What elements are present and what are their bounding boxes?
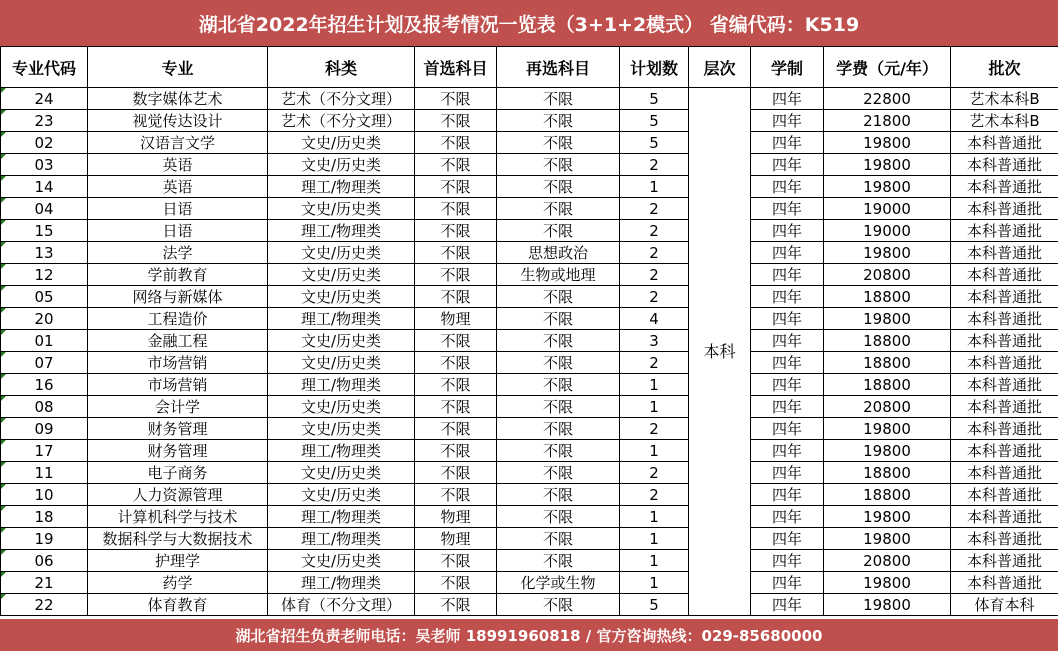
- category-cell: 文史/历史类: [268, 484, 415, 506]
- column-header-code: 专业代码: [1, 47, 88, 88]
- first-subject-cell: 不限: [415, 154, 497, 176]
- category-cell: 文史/历史类: [268, 418, 415, 440]
- table-row: [1, 264, 1058, 286]
- plan-count-cell: 1: [620, 528, 689, 550]
- table-row: [1, 110, 1058, 132]
- batch-cell: 本科普通批: [951, 132, 1058, 154]
- major-code-cell: 22: [1, 594, 88, 616]
- category-cell: 理工/物理类: [268, 308, 415, 330]
- table-row: [1, 550, 1058, 572]
- major-name-cell: 电子商务: [88, 462, 268, 484]
- first-subject-cell: 不限: [415, 330, 497, 352]
- tuition-fee-cell: 18800: [824, 374, 951, 396]
- batch-cell: 本科普通批: [951, 330, 1058, 352]
- first-subject-cell: 不限: [415, 484, 497, 506]
- category-cell: 艺术（不分文理）: [268, 110, 415, 132]
- years-cell: 四年: [751, 308, 824, 330]
- second-subject-cell: 不限: [497, 132, 620, 154]
- first-subject-cell: 不限: [415, 572, 497, 594]
- second-subject-cell: 不限: [497, 286, 620, 308]
- table-row: [1, 418, 1058, 440]
- plan-count-cell: 2: [620, 286, 689, 308]
- second-subject-cell: 不限: [497, 308, 620, 330]
- table-row: [1, 594, 1058, 616]
- batch-cell: 本科普通批: [951, 264, 1058, 286]
- category-cell: 文史/历史类: [268, 154, 415, 176]
- page-title: 湖北省2022年招生计划及报考情况一览表（3+1+2模式） 省编代码：K519: [0, 0, 1058, 47]
- table-row: [1, 396, 1058, 418]
- major-name-cell: 数据科学与大数据技术: [88, 528, 268, 550]
- first-subject-cell: 不限: [415, 418, 497, 440]
- years-cell: 四年: [751, 440, 824, 462]
- major-name-cell: 网络与新媒体: [88, 286, 268, 308]
- major-name-cell: 工程造价: [88, 308, 268, 330]
- second-subject-cell: 不限: [497, 154, 620, 176]
- tuition-fee-cell: 20800: [824, 550, 951, 572]
- batch-cell: 艺术本科B: [951, 110, 1058, 132]
- batch-cell: 本科普通批: [951, 396, 1058, 418]
- table-row: [1, 462, 1058, 484]
- plan-count-cell: 1: [620, 176, 689, 198]
- plan-count-cell: 2: [620, 462, 689, 484]
- column-header-second-subject: 再选科目: [497, 47, 620, 88]
- second-subject-cell: 不限: [497, 484, 620, 506]
- major-name-cell: 日语: [88, 198, 268, 220]
- column-header-years: 学制: [751, 47, 824, 88]
- first-subject-cell: 不限: [415, 440, 497, 462]
- category-cell: 体育（不分文理）: [268, 594, 415, 616]
- batch-cell: 体育本科: [951, 594, 1058, 616]
- plan-count-cell: 2: [620, 242, 689, 264]
- batch-cell: 本科普通批: [951, 418, 1058, 440]
- second-subject-cell: 化学或生物: [497, 572, 620, 594]
- category-cell: 文史/历史类: [268, 132, 415, 154]
- second-subject-cell: 不限: [497, 550, 620, 572]
- category-cell: 理工/物理类: [268, 506, 415, 528]
- major-name-cell: 护理学: [88, 550, 268, 572]
- category-cell: 文史/历史类: [268, 286, 415, 308]
- second-subject-cell: 不限: [497, 506, 620, 528]
- first-subject-cell: 不限: [415, 176, 497, 198]
- second-subject-cell: 不限: [497, 88, 620, 110]
- plan-count-cell: 1: [620, 550, 689, 572]
- years-cell: 四年: [751, 220, 824, 242]
- plan-count-cell: 2: [620, 154, 689, 176]
- tuition-fee-cell: 19800: [824, 308, 951, 330]
- batch-cell: 本科普通批: [951, 550, 1058, 572]
- years-cell: 四年: [751, 594, 824, 616]
- plan-count-cell: 5: [620, 594, 689, 616]
- first-subject-cell: 不限: [415, 88, 497, 110]
- plan-count-cell: 1: [620, 572, 689, 594]
- second-subject-cell: 不限: [497, 198, 620, 220]
- table-row: [1, 242, 1058, 264]
- major-code-cell: 04: [1, 198, 88, 220]
- table-row: [1, 352, 1058, 374]
- batch-cell: 本科普通批: [951, 286, 1058, 308]
- major-code-cell: 06: [1, 550, 88, 572]
- years-cell: 四年: [751, 242, 824, 264]
- years-cell: 四年: [751, 330, 824, 352]
- major-name-cell: 金融工程: [88, 330, 268, 352]
- second-subject-cell: 不限: [497, 528, 620, 550]
- tuition-fee-cell: 18800: [824, 330, 951, 352]
- category-cell: 文史/历史类: [268, 330, 415, 352]
- plan-count-cell: 5: [620, 88, 689, 110]
- first-subject-cell: 不限: [415, 132, 497, 154]
- major-code-cell: 10: [1, 484, 88, 506]
- tuition-fee-cell: 21800: [824, 110, 951, 132]
- table-row: [1, 572, 1058, 594]
- first-subject-cell: 物理: [415, 308, 497, 330]
- tuition-fee-cell: 20800: [824, 396, 951, 418]
- batch-cell: 本科普通批: [951, 176, 1058, 198]
- tuition-fee-cell: 19800: [824, 154, 951, 176]
- major-code-cell: 23: [1, 110, 88, 132]
- years-cell: 四年: [751, 132, 824, 154]
- first-subject-cell: 物理: [415, 528, 497, 550]
- tuition-fee-cell: 19800: [824, 572, 951, 594]
- second-subject-cell: 不限: [497, 220, 620, 242]
- plan-count-cell: 2: [620, 418, 689, 440]
- batch-cell: 本科普通批: [951, 506, 1058, 528]
- years-cell: 四年: [751, 550, 824, 572]
- major-code-cell: 21: [1, 572, 88, 594]
- first-subject-cell: 不限: [415, 352, 497, 374]
- table-row: [1, 88, 1058, 110]
- major-name-cell: 法学: [88, 242, 268, 264]
- tuition-fee-cell: 18800: [824, 352, 951, 374]
- batch-cell: 本科普通批: [951, 462, 1058, 484]
- category-cell: 理工/物理类: [268, 440, 415, 462]
- major-code-cell: 14: [1, 176, 88, 198]
- plan-count-cell: 2: [620, 484, 689, 506]
- major-code-cell: 17: [1, 440, 88, 462]
- table-row: [1, 440, 1058, 462]
- batch-cell: 艺术本科B: [951, 88, 1058, 110]
- first-subject-cell: 物理: [415, 506, 497, 528]
- years-cell: 四年: [751, 484, 824, 506]
- major-code-cell: 13: [1, 242, 88, 264]
- header-row: [1, 47, 1058, 88]
- years-cell: 四年: [751, 418, 824, 440]
- years-cell: 四年: [751, 462, 824, 484]
- plan-count-cell: 5: [620, 132, 689, 154]
- years-cell: 四年: [751, 88, 824, 110]
- category-cell: 文史/历史类: [268, 396, 415, 418]
- major-code-cell: 05: [1, 286, 88, 308]
- table-row: [1, 132, 1058, 154]
- years-cell: 四年: [751, 506, 824, 528]
- category-cell: 文史/历史类: [268, 352, 415, 374]
- plan-count-cell: 5: [620, 110, 689, 132]
- table-row: [1, 176, 1058, 198]
- category-cell: 文史/历史类: [268, 264, 415, 286]
- first-subject-cell: 不限: [415, 462, 497, 484]
- major-name-cell: 英语: [88, 176, 268, 198]
- second-subject-cell: 不限: [497, 176, 620, 198]
- plan-count-cell: 1: [620, 374, 689, 396]
- first-subject-cell: 不限: [415, 198, 497, 220]
- years-cell: 四年: [751, 396, 824, 418]
- first-subject-cell: 不限: [415, 550, 497, 572]
- first-subject-cell: 不限: [415, 286, 497, 308]
- tuition-fee-cell: 19800: [824, 176, 951, 198]
- first-subject-cell: 不限: [415, 594, 497, 616]
- years-cell: 四年: [751, 154, 824, 176]
- category-cell: 文史/历史类: [268, 198, 415, 220]
- years-cell: 四年: [751, 176, 824, 198]
- years-cell: 四年: [751, 572, 824, 594]
- table-row: [1, 528, 1058, 550]
- major-code-cell: 19: [1, 528, 88, 550]
- tuition-fee-cell: 19000: [824, 220, 951, 242]
- second-subject-cell: 不限: [497, 374, 620, 396]
- contact-footer: 湖北省招生负责老师电话：吴老师 18991960818 / 官方咨询热线：029-85680000: [0, 619, 1058, 651]
- column-header-level: 层次: [689, 47, 751, 88]
- major-name-cell: 日语: [88, 220, 268, 242]
- first-subject-cell: 不限: [415, 264, 497, 286]
- second-subject-cell: 思想政治: [497, 242, 620, 264]
- years-cell: 四年: [751, 110, 824, 132]
- major-code-cell: 02: [1, 132, 88, 154]
- major-name-cell: 汉语言文学: [88, 132, 268, 154]
- plan-count-cell: 1: [620, 396, 689, 418]
- major-name-cell: 视觉传达设计: [88, 110, 268, 132]
- batch-cell: 本科普通批: [951, 572, 1058, 594]
- major-code-cell: 12: [1, 264, 88, 286]
- category-cell: 文史/历史类: [268, 242, 415, 264]
- second-subject-cell: 不限: [497, 352, 620, 374]
- table-row: [1, 506, 1058, 528]
- category-cell: 艺术（不分文理）: [268, 88, 415, 110]
- category-cell: 文史/历史类: [268, 462, 415, 484]
- table-row: [1, 330, 1058, 352]
- plan-count-cell: 4: [620, 308, 689, 330]
- table-row: [1, 286, 1058, 308]
- years-cell: 四年: [751, 352, 824, 374]
- batch-cell: 本科普通批: [951, 154, 1058, 176]
- column-header-first-subject: 首选科目: [415, 47, 497, 88]
- table-row: [1, 154, 1058, 176]
- enrollment-plan-table: [0, 46, 1058, 616]
- major-code-cell: 16: [1, 374, 88, 396]
- tuition-fee-cell: 18800: [824, 484, 951, 506]
- major-code-cell: 03: [1, 154, 88, 176]
- major-name-cell: 市场营销: [88, 374, 268, 396]
- tuition-fee-cell: 19800: [824, 528, 951, 550]
- batch-cell: 本科普通批: [951, 308, 1058, 330]
- table-row: [1, 308, 1058, 330]
- major-name-cell: 人力资源管理: [88, 484, 268, 506]
- column-header-major: 专业: [88, 47, 268, 88]
- second-subject-cell: 不限: [497, 594, 620, 616]
- first-subject-cell: 不限: [415, 374, 497, 396]
- second-subject-cell: 不限: [497, 440, 620, 462]
- column-header-category: 科类: [268, 47, 415, 88]
- plan-count-cell: 2: [620, 352, 689, 374]
- second-subject-cell: 不限: [497, 418, 620, 440]
- years-cell: 四年: [751, 528, 824, 550]
- category-cell: 理工/物理类: [268, 572, 415, 594]
- plan-count-cell: 3: [620, 330, 689, 352]
- major-code-cell: 11: [1, 462, 88, 484]
- tuition-fee-cell: 19800: [824, 132, 951, 154]
- batch-cell: 本科普通批: [951, 440, 1058, 462]
- major-code-cell: 20: [1, 308, 88, 330]
- second-subject-cell: 不限: [497, 462, 620, 484]
- major-name-cell: 体育教育: [88, 594, 268, 616]
- tuition-fee-cell: 19000: [824, 198, 951, 220]
- major-code-cell: 08: [1, 396, 88, 418]
- first-subject-cell: 不限: [415, 396, 497, 418]
- category-cell: 理工/物理类: [268, 528, 415, 550]
- tuition-fee-cell: 19800: [824, 506, 951, 528]
- column-header-fee: 学费（元/年）: [824, 47, 951, 88]
- table-row: [1, 198, 1058, 220]
- tuition-fee-cell: 22800: [824, 88, 951, 110]
- first-subject-cell: 不限: [415, 220, 497, 242]
- major-code-cell: 18: [1, 506, 88, 528]
- major-name-cell: 学前教育: [88, 264, 268, 286]
- years-cell: 四年: [751, 198, 824, 220]
- column-header-plan: 计划数: [620, 47, 689, 88]
- batch-cell: 本科普通批: [951, 484, 1058, 506]
- major-name-cell: 数字媒体艺术: [88, 88, 268, 110]
- batch-cell: 本科普通批: [951, 220, 1058, 242]
- second-subject-cell: 不限: [497, 110, 620, 132]
- years-cell: 四年: [751, 374, 824, 396]
- tuition-fee-cell: 20800: [824, 264, 951, 286]
- major-name-cell: 英语: [88, 154, 268, 176]
- tuition-fee-cell: 19800: [824, 440, 951, 462]
- batch-cell: 本科普通批: [951, 242, 1058, 264]
- major-name-cell: 财务管理: [88, 418, 268, 440]
- table-row: [1, 220, 1058, 242]
- category-cell: 理工/物理类: [268, 220, 415, 242]
- plan-count-cell: 2: [620, 198, 689, 220]
- tuition-fee-cell: 18800: [824, 286, 951, 308]
- batch-cell: 本科普通批: [951, 374, 1058, 396]
- years-cell: 四年: [751, 286, 824, 308]
- tuition-fee-cell: 19800: [824, 242, 951, 264]
- major-name-cell: 计算机科学与技术: [88, 506, 268, 528]
- tuition-fee-cell: 18800: [824, 462, 951, 484]
- first-subject-cell: 不限: [415, 242, 497, 264]
- batch-cell: 本科普通批: [951, 198, 1058, 220]
- column-header-batch: 批次: [951, 47, 1058, 88]
- major-code-cell: 09: [1, 418, 88, 440]
- plan-count-cell: 1: [620, 506, 689, 528]
- second-subject-cell: 不限: [497, 330, 620, 352]
- major-code-cell: 24: [1, 88, 88, 110]
- category-cell: 文史/历史类: [268, 550, 415, 572]
- major-code-cell: 07: [1, 352, 88, 374]
- major-code-cell: 01: [1, 330, 88, 352]
- second-subject-cell: 不限: [497, 396, 620, 418]
- major-code-cell: 15: [1, 220, 88, 242]
- plan-count-cell: 2: [620, 220, 689, 242]
- major-name-cell: 市场营销: [88, 352, 268, 374]
- batch-cell: 本科普通批: [951, 352, 1058, 374]
- major-name-cell: 药学: [88, 572, 268, 594]
- years-cell: 四年: [751, 264, 824, 286]
- major-name-cell: 财务管理: [88, 440, 268, 462]
- major-name-cell: 会计学: [88, 396, 268, 418]
- second-subject-cell: 生物或地理: [497, 264, 620, 286]
- table-row: [1, 484, 1058, 506]
- table-row: [1, 374, 1058, 396]
- plan-count-cell: 2: [620, 264, 689, 286]
- tuition-fee-cell: 19800: [824, 418, 951, 440]
- plan-count-cell: 1: [620, 440, 689, 462]
- level-cell: 本科: [689, 88, 751, 616]
- batch-cell: 本科普通批: [951, 528, 1058, 550]
- tuition-fee-cell: 19800: [824, 594, 951, 616]
- category-cell: 理工/物理类: [268, 374, 415, 396]
- first-subject-cell: 不限: [415, 110, 497, 132]
- category-cell: 理工/物理类: [268, 176, 415, 198]
